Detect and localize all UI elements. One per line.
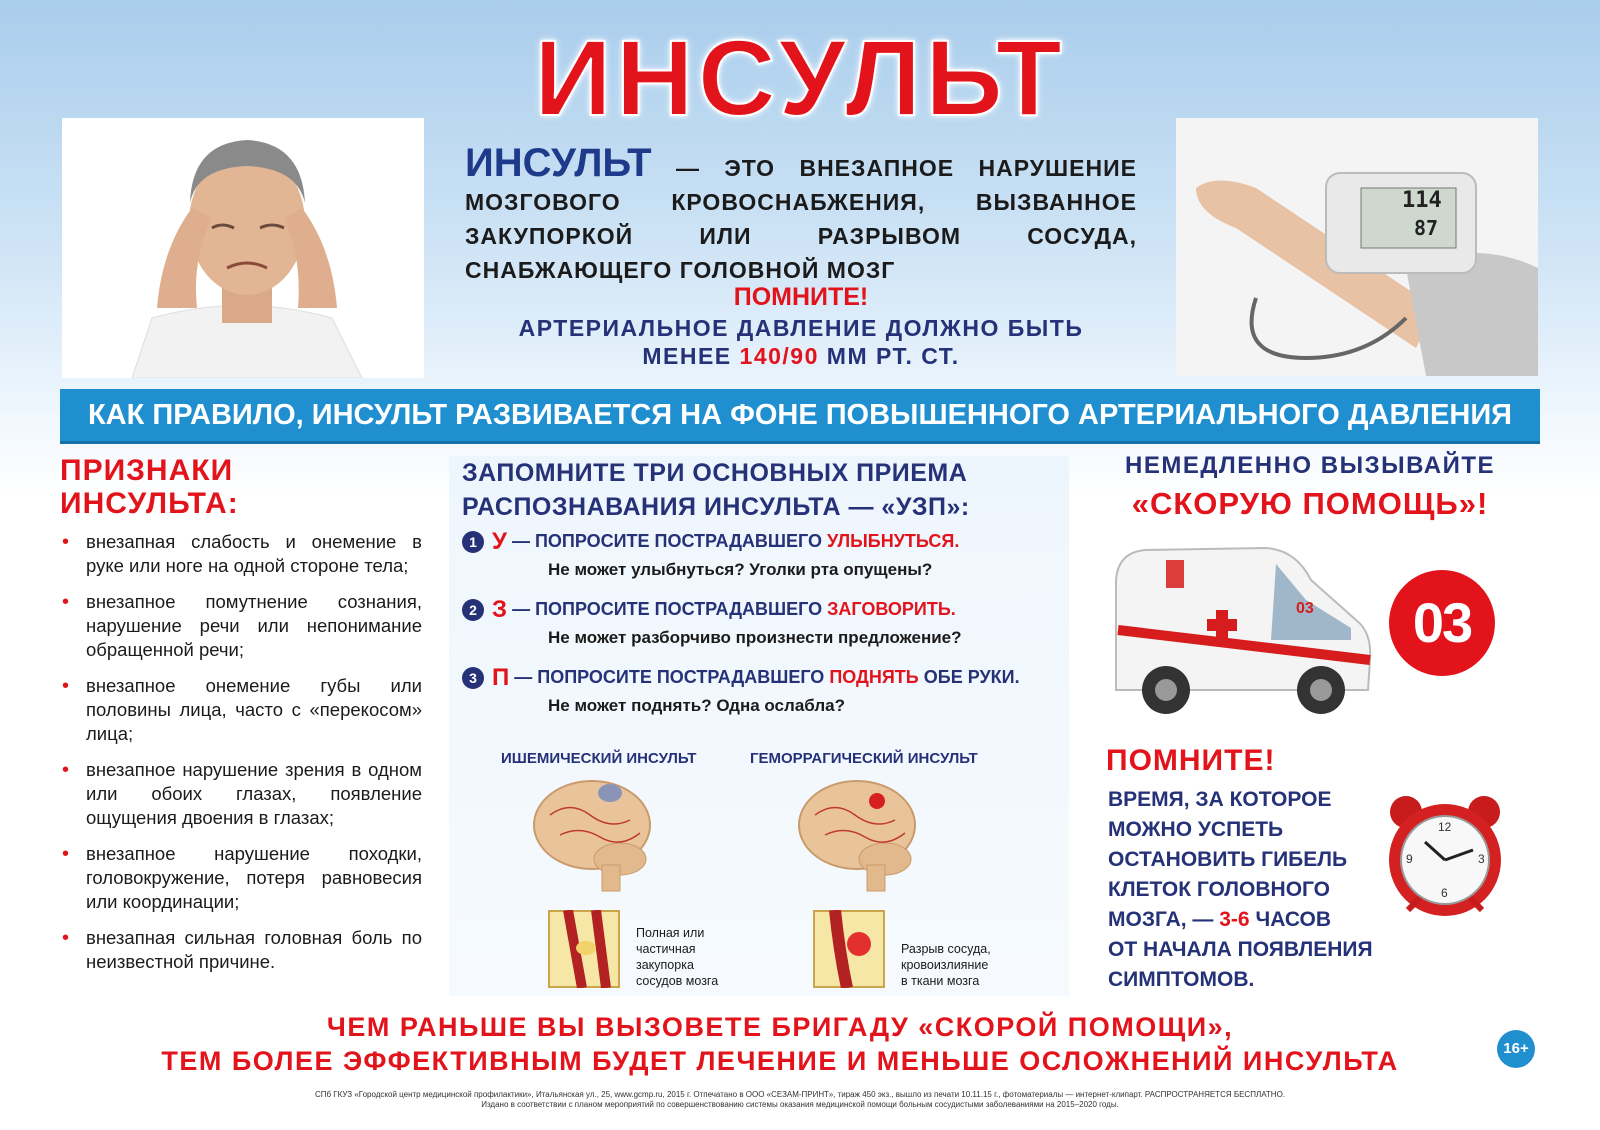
call-line2: «СКОРУЮ ПОМОЩЬ»! [1131,486,1489,521]
time-line: СИМПТОМОВ. [1108,968,1255,991]
step-highlight: ПОДНЯТЬ [829,666,919,687]
time-note [1108,785,1378,995]
uzp-step-3 [462,664,1062,716]
sign-text: внезапное нарушение походки, головокружение, потеря равновесия или координации; [86,843,422,912]
signs-title [60,454,360,520]
time-line: ОСТАНОВИТЬ ГИБЕЛЬ [1108,848,1348,871]
step-letter: П [492,664,510,691]
bottom-message [40,1010,1520,1078]
bullet-icon: • [62,675,70,697]
monitor-systolic: 114 [1402,188,1442,213]
imprint [150,1090,1450,1110]
hemorrhagic-brain-illustration [795,775,925,895]
definition-term: ИНСУЛЬТ [465,141,652,185]
caption-line: Полная или [636,926,705,940]
bottom-line2: ТЕМ БОЛЕЕ ЭФФЕКТИВНЫМ БУДЕТ ЛЕЧЕНИЕ И МЕНЬШЕ ОСЛОЖНЕНИЙ ИНСУЛЬТА [161,1046,1399,1076]
monitor-diastolic: 87 [1414,216,1439,240]
ambulance-illustration [1106,540,1376,718]
caption-line: Разрыв сосуда, [901,942,991,956]
caption-line: частичная [636,942,696,956]
age-rating-badge: 16+ [1497,1030,1535,1068]
caption-line: в ткани мозга [901,974,980,988]
step-tail: ОБЕ РУКИ. [923,666,1020,687]
hemorrhagic-caption [901,941,1021,989]
time-line: ОТ НАЧАЛА ПОЯВЛЕНИЯ [1108,938,1373,961]
uzp-step-1 [462,528,1062,580]
step-highlight: ЗАГОВОРИТЬ. [827,598,956,619]
step-action: — ПОПРОСИТЕ ПОСТРАДАВШЕГО [512,598,823,619]
time-post: ЧАСОВ [1255,908,1331,931]
sign-text: внезапная слабость и онемение в руке или ноге на одной стороне тела; [86,531,422,576]
step-letter: З [492,596,508,623]
time-line [1108,905,1378,935]
bullet-icon: • [62,843,70,865]
bottom-line1: ЧЕМ РАНЬШЕ ВЫ ВЫЗОВЕТЕ БРИГАДУ «СКОРОЙ ПОМОЩИ», [326,1012,1234,1042]
signs-title-line2: ИНСУЛЬТА: [60,487,239,520]
signs-list [60,530,422,986]
definition-text: — ЭТО ВНЕЗАПНОЕ НАРУШЕНИЕ МОЗГОВОГО КРОВОСНАБЖЕНИЯ, ВЫЗВАННОЕ ЗАКУПОРКОЙ ИЛИ РАЗРЫВОМ СОСУДА, СНАБЖАЮЩЕГО ГОЛОВНОЙ МОЗГ [465,155,1137,283]
blood-pressure-photo [1176,118,1538,376]
ischemic-label: ИШЕМИЧЕСКИЙ ИНСУЛЬТ [501,750,697,767]
headache-photo [62,118,424,378]
hemorrhagic-label: ГЕМОРРАГИЧЕСКИЙ ИНСУЛЬТ [750,750,978,767]
step-number: 1 [462,531,484,553]
list-item [60,842,422,914]
list-item [60,758,422,830]
ischemic-caption [636,925,746,989]
list-item [60,674,422,746]
call-line1: НЕМЕДЛЕННО ВЫЗЫВАЙТЕ [1124,452,1496,479]
pressure-unit: ММ РТ. СТ. [826,343,960,369]
uzp-title-line2: РАСПОЗНАВАНИЯ ИНСУЛЬТА — «УЗП»: [462,493,970,521]
hypertension-banner: КАК ПРАВИЛО, ИНСУЛЬТ РАЗВИВАЕТСЯ НА ФОНЕ ПОВЫШЕННОГО АРТЕРИАЛЬНОГО ДАВЛЕНИЯ [60,389,1540,444]
sign-text: внезапная сильная головная боль по неизвестной причине. [86,927,422,972]
time-line: КЛЕТОК ГОЛОВНОГО [1108,878,1330,901]
step-number: 2 [462,599,484,621]
clock-6: 6 [1441,886,1448,900]
emergency-number-badge: 03 [1389,570,1495,676]
bullet-icon: • [62,927,70,949]
list-item [60,590,422,662]
clock-12: 12 [1438,820,1452,834]
list-item [60,530,422,578]
uzp-title [462,456,1062,524]
step-action: — ПОПРОСИТЕ ПОСТРАДАВШЕГО [514,666,825,687]
pressure-line2 [465,343,1137,370]
imprint-line2: Издано в соответствии с планом мероприятий по совершенствованию системы оказания медицинской помощи больным сосудистыми заболеваниями на 2015–2020 годы. [481,1100,1119,1109]
stroke-definition [465,141,1137,287]
step-question: Не может улыбнуться? Уголки рта опущены? [548,560,933,579]
pressure-line1: АРТЕРИАЛЬНОЕ ДАВЛЕНИЕ ДОЛЖНО БЫТЬ [518,315,1084,341]
vessel-blockage-icon [548,910,620,988]
time-hours: 3-6 [1219,908,1250,931]
call-ambulance-title [1090,452,1530,522]
uzp-title-line1: ЗАПОМНИТЕ ТРИ ОСНОВНЫХ ПРИЕМА [462,459,968,487]
bullet-icon: • [62,759,70,781]
caption-line: закупорка [636,958,694,972]
ischemic-brain-illustration [530,775,660,895]
clock-3: 3 [1478,852,1485,866]
signs-title-line1: ПРИЗНАКИ [60,454,234,487]
pressure-prefix: МЕНЕЕ [642,343,732,369]
caption-line: кровоизлияние [901,958,989,972]
uzp-step-2 [462,596,1062,648]
pressure-remember: ПОМНИТЕ! [733,283,869,311]
sign-text: внезапное нарушение зрения в одном или обоих глазах, появление ощущения двоения в глазах; [86,759,422,828]
step-highlight: УЛЫБНУТЬСЯ. [827,530,960,551]
step-number: 3 [462,667,484,689]
sign-text: внезапное помутнение сознания, нарушение речи или непонимание обращенной речи; [86,591,422,660]
poster-title: ИНСУЛЬТ [534,17,1066,138]
vessel-rupture-icon [813,910,885,988]
time-line: ВРЕМЯ, ЗА КОТОРОЕ [1108,788,1332,811]
clock-9: 9 [1406,852,1413,866]
pressure-value: 140/90 [739,343,819,369]
bullet-icon: • [62,591,70,613]
caption-line: сосудов мозга [636,974,719,988]
alarm-clock-icon [1380,790,1510,920]
bullet-icon: • [62,531,70,553]
time-line: МОЖНО УСПЕТЬ [1108,818,1284,841]
step-action: — ПОПРОСИТЕ ПОСТРАДАВШЕГО [511,530,822,551]
step-letter: У [492,528,507,555]
step-question: Не может разборчиво произнести предложение? [548,628,962,647]
van-number: 03 [1296,600,1314,617]
time-remember: ПОМНИТЕ! [1106,744,1276,777]
time-pre: МОЗГА, — [1108,908,1214,931]
imprint-line1: СПб ГКУЗ «Городской центр медицинской профилактики», Итальянская ул., 25, www.gcmp.ru, 2015 г. Отпечатано в ООО «СЕЗАМ-ПРИНТ», тираж 450 экз., вышло из печати 10.11.15 г., фотоматериалы — интернет-клипарт. РАСПРОСТРАНЯЕТСЯ БЕСПЛАТНО. [314,1090,1286,1099]
list-item [60,926,422,974]
step-question: Не может поднять? Одна ослабла? [548,696,845,715]
sign-text: внезапное онемение губы или половины лица, часто с «перекосом» лица; [86,675,422,744]
